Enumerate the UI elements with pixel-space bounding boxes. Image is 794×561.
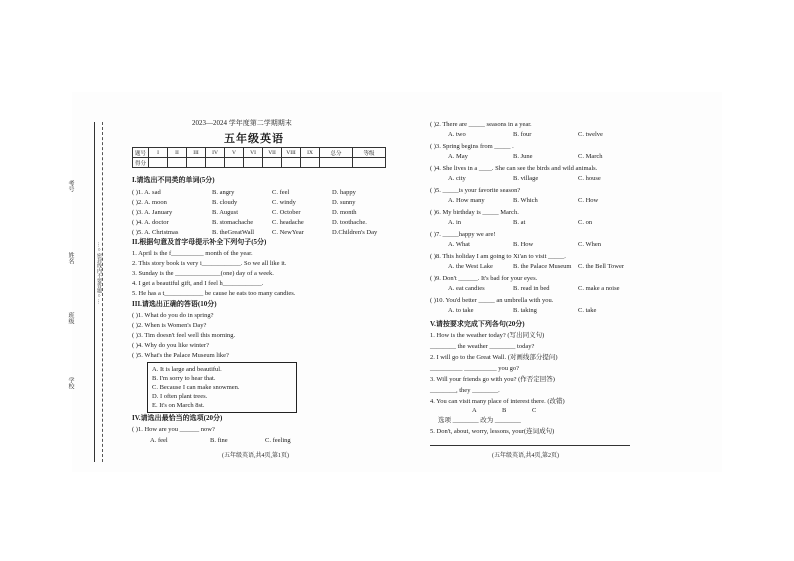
- name-label: 姓名: [67, 252, 73, 264]
- s5-q3: 3. Will your friends go with you? (作否定回答): [430, 376, 555, 383]
- mc-question: ( )10. You'd better _____ an umbrella with you.: [430, 297, 554, 304]
- s3-item: ( )1. What do you do in spring?: [132, 312, 214, 319]
- s5-q4-abc: [472, 406, 536, 415]
- score-header-cell: 总分: [320, 148, 353, 158]
- mc-options: [448, 284, 620, 293]
- s5-q4-mark: A: [472, 407, 477, 414]
- mc-option[interactable]: A. two: [448, 131, 466, 138]
- s1-opt: ( )2. A. moon: [132, 199, 167, 206]
- score-header-cell: II: [168, 148, 187, 158]
- score-cell[interactable]: [353, 158, 386, 168]
- s1-opt: B. theGreatWall: [212, 229, 255, 236]
- mc-question: ( )6. My birthday is _____ March.: [430, 209, 519, 216]
- binding-line-outer: [94, 122, 95, 462]
- mc-option[interactable]: B. taking: [513, 307, 537, 314]
- mc-option[interactable]: B. read in bed: [513, 285, 550, 292]
- score-header-cell: 等级: [353, 148, 386, 158]
- score-cell[interactable]: [225, 158, 244, 168]
- s5-q3-ans[interactable]: ________, they ________.: [430, 387, 500, 394]
- score-cell[interactable]: [282, 158, 301, 168]
- s2-item: 1. April is the f__________ month of the year.: [132, 250, 253, 257]
- s2-item: 2. This story book is very i____________. So we all like it.: [132, 260, 287, 267]
- score-header-cell: VIII: [282, 148, 301, 158]
- mc-options: [448, 262, 624, 271]
- mc-question: ( )4. She lives in a ____. She can see the birds and wild animals.: [430, 165, 598, 172]
- s1-opt: C. NewYear: [272, 229, 304, 236]
- s1-opt: D.Children's Day: [332, 229, 378, 236]
- school-label: 学校: [67, 377, 73, 389]
- s1-opt: C. October: [272, 209, 301, 216]
- s1-opt: B. stomachache: [212, 219, 254, 226]
- s4-q1: ( )1. How are you ______ now?: [132, 426, 215, 433]
- mc-options: [448, 196, 598, 205]
- s3-item: ( )3. Tim doesn't feel well this morning.: [132, 332, 236, 339]
- score-header-cell: III: [187, 148, 206, 158]
- mc-option[interactable]: B. Which: [513, 197, 538, 204]
- s3-item: ( )4. Why do you like winter?: [132, 342, 209, 349]
- page-2-footer: (五年级英语,共4页,第2页): [492, 453, 559, 459]
- mc-option[interactable]: A. in: [448, 219, 461, 226]
- mc-question: ( )5. _____is your favorite season?: [430, 187, 521, 194]
- s2-item: 4. I get a beautiful gift, and I feel h____________.: [132, 280, 264, 287]
- s1-opt: ( )4. A. doctor: [132, 219, 169, 226]
- mc-options: [448, 218, 592, 227]
- mc-option[interactable]: B. four: [513, 131, 532, 138]
- s1-opt: ( )1. A. sad: [132, 189, 161, 196]
- s1-opt: C. windy: [272, 199, 296, 206]
- s1-row: [132, 218, 367, 227]
- page-1-footer: (五年级英语,共4页,第1页): [222, 453, 289, 459]
- section-1-title: I.请选出不同类的单词(5分): [132, 176, 215, 184]
- s5-q1-ans[interactable]: ________ the weather ________ today?: [430, 343, 535, 350]
- s4-opt: A. feel: [150, 437, 168, 444]
- s5-q4: 4. You can visit many place of interest there. (改错): [430, 398, 565, 405]
- mc-options: [448, 152, 603, 161]
- mc-question: ( )2. There are _____ seasons in a year.: [430, 121, 532, 128]
- s1-row: [132, 208, 357, 217]
- score-header-cell: 题号: [133, 148, 149, 158]
- s1-opt: ( )3. A. January: [132, 209, 173, 216]
- mc-option[interactable]: C. house: [578, 175, 601, 182]
- s5-q4-mark: B: [502, 407, 507, 414]
- s1-opt: B. angry: [212, 189, 235, 196]
- s1-opt: C. headache: [272, 219, 304, 226]
- mc-option[interactable]: A. What: [448, 241, 470, 248]
- score-header-cell: IX: [301, 148, 320, 158]
- score-cell[interactable]: [244, 158, 263, 168]
- s1-opt: B. August: [212, 209, 239, 216]
- mc-option[interactable]: B. at: [513, 219, 526, 226]
- mc-question: ( )8. This holiday I am going to Xi'an to visit _____.: [430, 253, 566, 260]
- mc-option[interactable]: A. city: [448, 175, 466, 182]
- s4-q1-opts: [150, 436, 291, 445]
- mc-question: ( )9. Don't ______. It's bad for your eyes.: [430, 275, 538, 282]
- mc-option[interactable]: A. to take: [448, 307, 474, 314]
- s2-item: 3. Sunday is the ______________(one) day of a week.: [132, 270, 274, 277]
- mc-question: ( )3. Spring begins from _____ .: [430, 143, 514, 150]
- mc-options: [448, 174, 601, 183]
- s1-row: [132, 228, 377, 237]
- score-row-label: 得分: [133, 158, 149, 168]
- exam-no-label: 考号: [67, 180, 73, 192]
- score-cell[interactable]: [187, 158, 206, 168]
- section-5-title: V.请按要求完成下列各句(20分): [430, 320, 525, 328]
- section-4-title: IV.请选出最恰当的选项(20分): [132, 414, 223, 422]
- mc-option[interactable]: C. make a noise: [578, 285, 620, 292]
- s3-item: ( )2. When is Women's Day?: [132, 322, 207, 329]
- s3-item: ( )5. What's the Palace Museum like?: [132, 352, 229, 359]
- s5-q5: 5. Don't, about, worry, lessons, your(连词成句): [430, 428, 555, 435]
- score-cell[interactable]: [301, 158, 320, 168]
- mc-option[interactable]: A. How many: [448, 197, 485, 204]
- s1-opt: B. cloudy: [212, 199, 238, 206]
- s3-option: D. I often plant trees.: [152, 393, 208, 400]
- s1-opt: C. feel: [272, 189, 290, 196]
- score-cell[interactable]: [263, 158, 282, 168]
- s1-opt: D. happy: [332, 189, 356, 196]
- s5-q5-answer-line[interactable]: [430, 445, 630, 446]
- seal-note: …○密封线内不要答题○…: [96, 242, 102, 304]
- s1-row: [132, 198, 355, 207]
- mc-option[interactable]: B. How: [513, 241, 534, 248]
- mc-option[interactable]: C. on: [578, 219, 593, 226]
- s1-opt: D. sunny: [332, 199, 356, 206]
- mc-option[interactable]: A. the West Lake: [448, 263, 493, 270]
- score-value-row: [133, 158, 386, 168]
- score-header-cell: IV: [206, 148, 225, 158]
- exam-year: 2023—2024 学年度第二学期期末: [192, 119, 292, 127]
- s1-row: [132, 188, 356, 197]
- mc-option[interactable]: C. the Bell Tower: [578, 263, 625, 270]
- mc-option[interactable]: C. March: [578, 153, 603, 160]
- score-cell[interactable]: [206, 158, 225, 168]
- mc-option[interactable]: A. eat candies: [448, 285, 485, 292]
- mc-options: [448, 240, 601, 249]
- s3-option: B. I'm sorry to hear that.: [152, 375, 216, 382]
- mc-options: [448, 130, 603, 139]
- section-3-title: III.请选出正确的答语(10分): [132, 300, 217, 308]
- mc-option[interactable]: C. twelve: [578, 131, 603, 138]
- score-cell[interactable]: [149, 158, 168, 168]
- s4-opt: C. feeling: [265, 437, 291, 444]
- section-2-title: II.根据句意及首字母提示补全下列句子(5分): [132, 238, 267, 246]
- s1-opt: ( )5. A. Christmas: [132, 229, 179, 236]
- mc-option[interactable]: A. May: [448, 153, 468, 160]
- s4-opt: B. fine: [210, 437, 228, 444]
- class-label: 班级: [67, 312, 73, 324]
- score-header-cell: VI: [244, 148, 263, 158]
- s1-opt: D. toothache.: [332, 219, 367, 226]
- exam-sheet: [67, 92, 722, 472]
- score-header-cell: V: [225, 148, 244, 158]
- s2-item: 5. He has a t____________ be cause he eats too many candies.: [132, 290, 296, 297]
- score-header-cell: VII: [263, 148, 282, 158]
- score-cell[interactable]: [168, 158, 187, 168]
- mc-option[interactable]: B. the Palace Museum: [513, 263, 572, 270]
- exam-title: 五年级英语: [224, 133, 284, 145]
- s3-option: A. It is large and beautiful.: [152, 366, 222, 373]
- mc-option[interactable]: B. June: [513, 153, 533, 160]
- s3-option: C. Because I can make snowmen.: [152, 384, 240, 391]
- s5-q1: 1. How is the weather today? (写出同义句): [430, 332, 545, 339]
- score-header-row: [133, 148, 386, 158]
- mc-options: [448, 306, 596, 315]
- s1-opt: D. month: [332, 209, 357, 216]
- s5-q4-ans[interactable]: 选项 ________ 改为 ________: [438, 417, 521, 424]
- score-table: [132, 147, 386, 168]
- s3-options-box: [147, 362, 297, 413]
- mc-option[interactable]: B. village: [513, 175, 539, 182]
- mc-question: ( )7. _____happy we are!: [430, 231, 496, 238]
- score-header-cell: I: [149, 148, 168, 158]
- s5-q2-ans[interactable]: __________ __________ you go?: [430, 365, 520, 372]
- s5-q4-mark: C: [532, 407, 537, 414]
- mc-option[interactable]: C. take: [578, 307, 597, 314]
- score-cell[interactable]: [320, 158, 353, 168]
- s3-option: E. It's on March 8st.: [152, 402, 205, 409]
- mc-option[interactable]: C. When: [578, 241, 601, 248]
- s5-q2: 2. I will go to the Great Wall. (对画线部分提问): [430, 354, 558, 361]
- mc-option[interactable]: C. How: [578, 197, 599, 204]
